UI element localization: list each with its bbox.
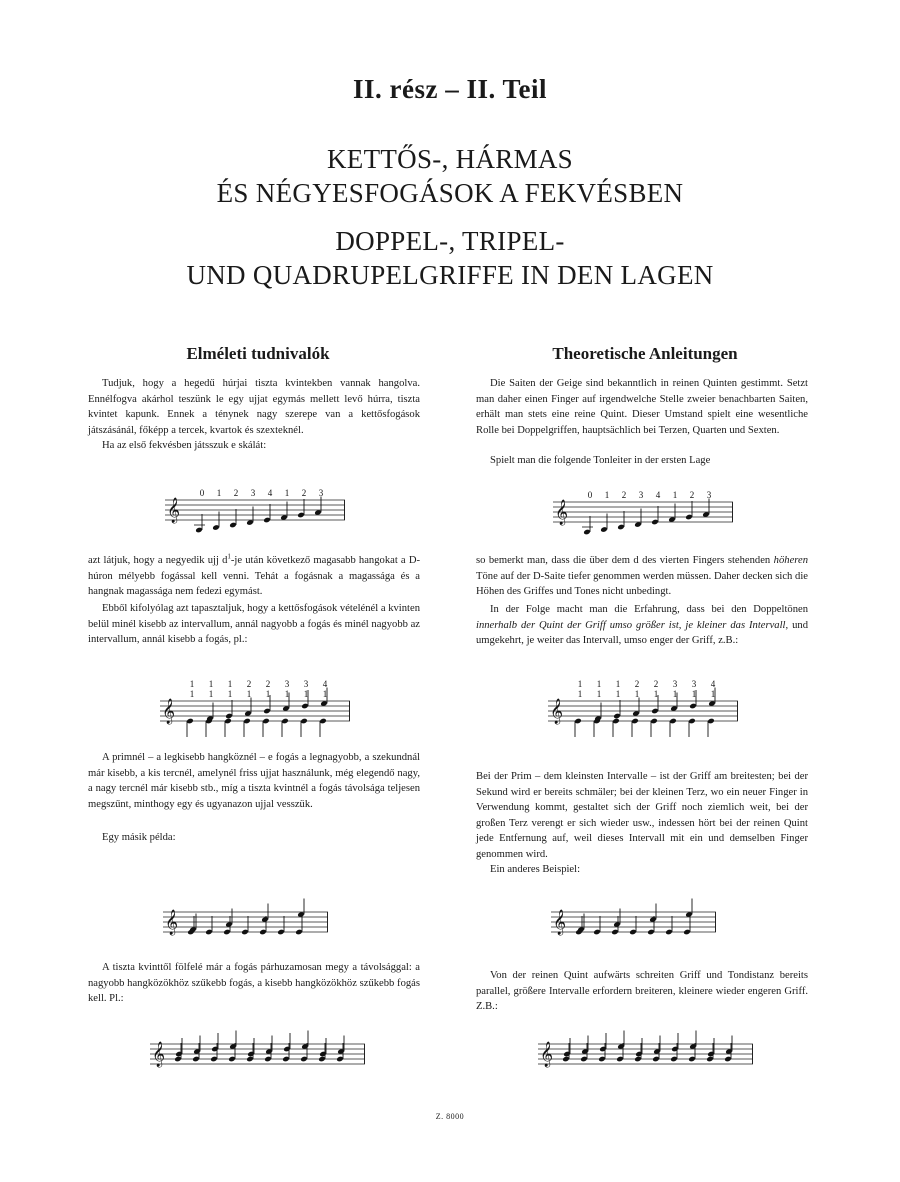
staff-example-3-left xyxy=(150,1028,365,1083)
left-paragraph-5 xyxy=(88,750,420,812)
staff-example-3-right xyxy=(538,1028,753,1083)
treble-clef-icon: 𝄞 xyxy=(555,500,569,525)
right-paragraph-1 xyxy=(476,376,808,438)
right-p2-text: Spielt man die folgende Tonleiter in der ersten Lage xyxy=(490,455,711,466)
right-p1-text: Die Saiten der Geige sind bekanntlich in reinen Quinten gestimmt. Setzt man daher einen Finger auf irgendwelche Stelle zweier benachbarten Saiten, erhält man stets eine reine Quint. Dieser Umstand spielt eine wesentliche Rolle bei Doppelgriffen, hauptsächlich bei Terzen, Quarten und Sexten. xyxy=(476,378,808,436)
fingering-number: 2 xyxy=(621,490,627,500)
fingering-number: 1 xyxy=(284,689,290,699)
left-p1-text: Tudjuk, hogy a hegedű húrjai tiszta kvintekben vannak hangolva. Ennélfogva akárhol teszünk le egy ujjat egymás mellett levő húrra, tiszta kvintet kapunk. Ennek a ténynek nagy szerepe van a kettősfogások játszásánál, főképp a tercek, kvartok és szexteknél. xyxy=(88,378,420,436)
fingering-number: 3 xyxy=(638,490,644,500)
fingering-number: 1 xyxy=(596,679,602,689)
fingering-number: 1 xyxy=(189,679,195,689)
fingering-number: 1 xyxy=(246,689,252,699)
treble-clef-icon: 𝄞 xyxy=(165,910,179,935)
fingering-number: 1 xyxy=(284,488,290,498)
fingering-number: 1 xyxy=(634,689,640,699)
title-hungarian xyxy=(0,142,900,210)
fingering-number: 1 xyxy=(672,689,678,699)
fingering-number: 1 xyxy=(596,689,602,699)
title-de-line-2: UND QUADRUPELGRIFFE IN DEN LAGEN xyxy=(186,260,714,290)
fingering-number: 3 xyxy=(318,488,324,498)
left-paragraph-4 xyxy=(88,601,420,648)
left-paragraph-6 xyxy=(88,830,420,846)
right-column-heading: Theoretische Anleitungen xyxy=(552,344,738,363)
right-paragraph-3 xyxy=(476,553,808,600)
left-column-heading: Elméleti tudnivalók xyxy=(186,344,330,363)
right-paragraph-7 xyxy=(476,968,808,1015)
fingering-number: 4 xyxy=(710,679,716,689)
fingering-number: 1 xyxy=(227,679,233,689)
title-de-line-1: DOPPEL-, TRIPEL- xyxy=(335,226,565,256)
title-hu-line-1: KETTŐS-, HÁRMAS xyxy=(326,144,573,174)
fingering-number: 1 xyxy=(227,689,233,699)
treble-clef-icon: 𝄞 xyxy=(550,699,564,724)
fingering-number: 2 xyxy=(653,679,659,689)
treble-clef-icon: 𝄞 xyxy=(540,1042,554,1067)
left-p3-superscript: 1 xyxy=(227,552,231,561)
title-hu-line-2: ÉS NÉGYESFOGÁSOK A FEKVÉSBEN xyxy=(216,178,684,208)
fingering-number: 0 xyxy=(587,490,593,500)
staff-intervals-right xyxy=(548,673,738,751)
fingering-number: 4 xyxy=(322,679,328,689)
right-p4-italic: innerhalb der Quint der Griff umso größer ist, je kleiner das Intervall, xyxy=(476,619,789,631)
fingering-number: 1 xyxy=(303,689,309,699)
title-german xyxy=(0,224,900,292)
right-p4-text-a: In der Folge macht man die Erfahrung, dass bei den Doppeltönen xyxy=(490,604,808,615)
fingering-number: 1 xyxy=(710,689,716,699)
fingering-number: 2 xyxy=(246,679,252,689)
left-p7-text: A tiszta kvinttől fölfelé már a fogás párhuzamosan megy a távolsággal: a nagyobb hangközökhöz szűkebb fogás, a kisebb hangközökhöz szűkebb fogás kell. Pl.: xyxy=(88,962,420,1004)
left-p3-text-a: azt látjuk, hogy a negyedik ujj d xyxy=(88,555,228,566)
fingering-number: 3 xyxy=(284,679,290,689)
fingering-number: 1 xyxy=(208,689,214,699)
staff-scale-left xyxy=(165,478,345,548)
right-p3-italic: höheren xyxy=(773,555,808,566)
right-p7-text: Von der reinen Quint aufwärts schreiten Griff und Tondistanz bereits parallel, größere Intervalle erfordern breiteren, kleinere wieder engeren Griff. Z.B.: xyxy=(476,970,808,1012)
staff-example-2-left xyxy=(163,898,328,948)
left-p4-text: Ebből kifolyólag azt tapasztaljuk, hogy a kettősfogások vételénél a kvinten belül minél kisebb az intervallum, annál nagyobb a fogás és minél nagyobb az intervallum, annál kisebb a fogás, pl.: xyxy=(88,603,420,645)
treble-clef-icon: 𝄞 xyxy=(167,498,181,523)
right-paragraph-5 xyxy=(476,769,808,862)
staff-scale-right xyxy=(553,480,733,550)
left-paragraph-7 xyxy=(88,960,420,1007)
fingering-number: 2 xyxy=(233,488,239,498)
fingering-number: 1 xyxy=(216,488,222,498)
right-paragraph-4 xyxy=(476,602,808,649)
fingering-number: 4 xyxy=(267,488,273,498)
footer-code: Z. 8000 xyxy=(435,1112,465,1121)
right-paragraph-6 xyxy=(476,862,808,878)
staff-intervals-left xyxy=(160,673,350,751)
right-p5-text: Bei der Prim – dem kleinsten Intervalle – ist der Griff am breitesten; bei der Sekund wird er bereits schmäler; bei der kleinen Terz, wo ein neuer Finger in Verwendung kommt, gestaltet sich der Griff noch ziemlich weit, bei der großen Terz verengt er sich wieder usw., indessen hört bei der reinen Quint jede Entfernung auf, weil dieses Intervall mit ein und demselben Finger genommen wird. xyxy=(476,771,808,860)
left-p5-text: A primnél – a legkisebb hangköznél – e fogás a legnagyobb, a szekundnál már kisebb, a kis tercnél, amelynél friss ujjat használunk, még elegendő nagy, a nagy tercnél már kisebb stb., míg a tiszta kvintnél a fogás távolsága teljesen megszűnt, minthogy egy és ugyanazon ujjal vesszük. xyxy=(88,752,420,810)
left-paragraph-1 xyxy=(88,376,420,438)
fingering-number: 3 xyxy=(691,679,697,689)
left-paragraph-2 xyxy=(88,438,420,454)
staff-example-2-right xyxy=(551,898,716,948)
right-p4-text-b: und umgekehrt, je weiter das Intervall, umso enger der Griff, z.B.: xyxy=(476,619,808,646)
right-p6-text: Ein anderes Beispiel: xyxy=(490,864,581,875)
right-paragraph-2 xyxy=(476,453,808,469)
fingering-number: 1 xyxy=(615,679,621,689)
fingering-number: 1 xyxy=(322,689,328,699)
fingering-number: 1 xyxy=(672,490,678,500)
treble-clef-icon: 𝄞 xyxy=(162,699,176,724)
fingering-number: 3 xyxy=(250,488,256,498)
left-paragraph-3 xyxy=(88,553,420,600)
part-title: II. rész – II. Teil xyxy=(352,74,548,104)
fingering-number: 1 xyxy=(653,689,659,699)
fingering-number: 1 xyxy=(577,689,583,699)
fingering-number: 1 xyxy=(189,689,195,699)
fingering-number: 1 xyxy=(577,679,583,689)
fingering-number: 3 xyxy=(672,679,678,689)
left-p6-text: Egy másik példa: xyxy=(102,832,176,843)
fingering-number: 4 xyxy=(655,490,661,500)
treble-clef-icon: 𝄞 xyxy=(553,910,567,935)
fingering-number: 1 xyxy=(208,679,214,689)
fingering-number: 2 xyxy=(689,490,695,500)
fingering-number: 1 xyxy=(691,689,697,699)
fingering-number: 0 xyxy=(199,488,205,498)
fingering-number: 2 xyxy=(265,679,271,689)
fingering-number: 2 xyxy=(301,488,307,498)
fingering-number: 3 xyxy=(303,679,309,689)
fingering-number: 1 xyxy=(604,490,610,500)
fingering-number: 2 xyxy=(634,679,640,689)
fingering-number: 1 xyxy=(615,689,621,699)
right-p3-text-b: Töne auf der D-Saite tiefer genommen werden müssen. Daher decken sich die Höhen des Griffes und Tones nicht unbedingt. xyxy=(476,570,808,597)
left-p3-text-b: -je után következő magasabb hangokat a D-húron mélyebb fogással kell venni. Tehát a fogásnak a magassága és a hangnak magassága nem fedezi egymást. xyxy=(88,555,420,597)
fingering-number: 3 xyxy=(706,490,712,500)
treble-clef-icon: 𝄞 xyxy=(152,1042,166,1067)
fingering-number: 1 xyxy=(265,689,271,699)
left-p2-text: Ha az első fekvésben játsszuk e skálát: xyxy=(102,440,267,451)
right-p3-text-a: so bemerkt man, dass die über dem d des vierten Fingers stehenden xyxy=(476,555,774,566)
